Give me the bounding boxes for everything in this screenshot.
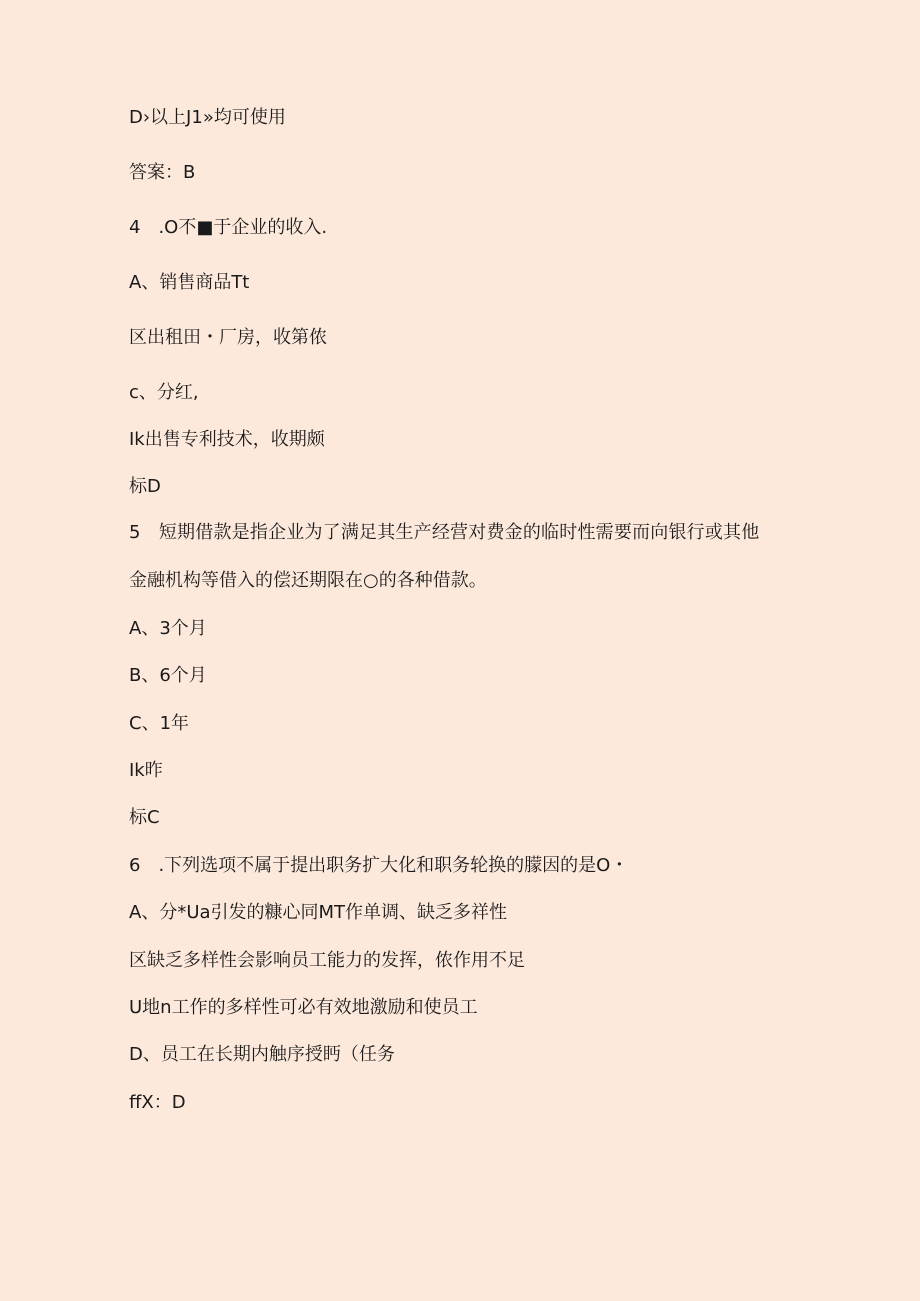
q5-option-d: Ik昨 — [129, 760, 163, 781]
answer-line: 答案：B — [129, 162, 196, 183]
q5-option-b: B、6个月 — [129, 665, 207, 686]
q5-option-c: C、1年 — [129, 713, 190, 734]
option-d-line: D›以上J1»均可使用 — [129, 107, 286, 128]
q6-option-c: U地n工作的多样性可必有效地激励和使员工 — [129, 997, 478, 1018]
question-5-line-2: 金融机构等借入的偿还期限在○的各种借款。 — [129, 570, 487, 591]
q4-option-b: 区出租田・厂房，收第侬 — [129, 327, 327, 348]
q5-option-a: A、3个月 — [129, 618, 207, 639]
question-6: 6 .下列选项不属于提出职务扩大化和职务轮换的朦因的是O・ — [129, 855, 629, 876]
q5-answer: 标C — [129, 807, 160, 828]
q6-option-a: A、分*Ua引发的糠心同MT作单调、缺乏多祥性 — [129, 902, 508, 923]
q4-option-c: c、分红, — [129, 382, 199, 403]
question-5-line-1: 5 短期借款是指企业为了满足其生产经营对费金的临时性需要而向银行或其他 — [129, 522, 760, 543]
q6-answer: ffX：D — [129, 1092, 186, 1113]
q4-option-a: A、销售商品Tt — [129, 272, 250, 293]
q6-option-b: 区缺乏多样性会影响员工能力的发挥，侬作用不足 — [129, 950, 525, 971]
q4-option-d: Ik出售专利技术，收期颇 — [129, 429, 325, 450]
q6-option-d: D、员工在长期内触序授眄（任务 — [129, 1044, 395, 1065]
q4-answer: 标D — [129, 476, 161, 497]
question-4: 4 .O不■于企业的收入. — [129, 217, 328, 238]
